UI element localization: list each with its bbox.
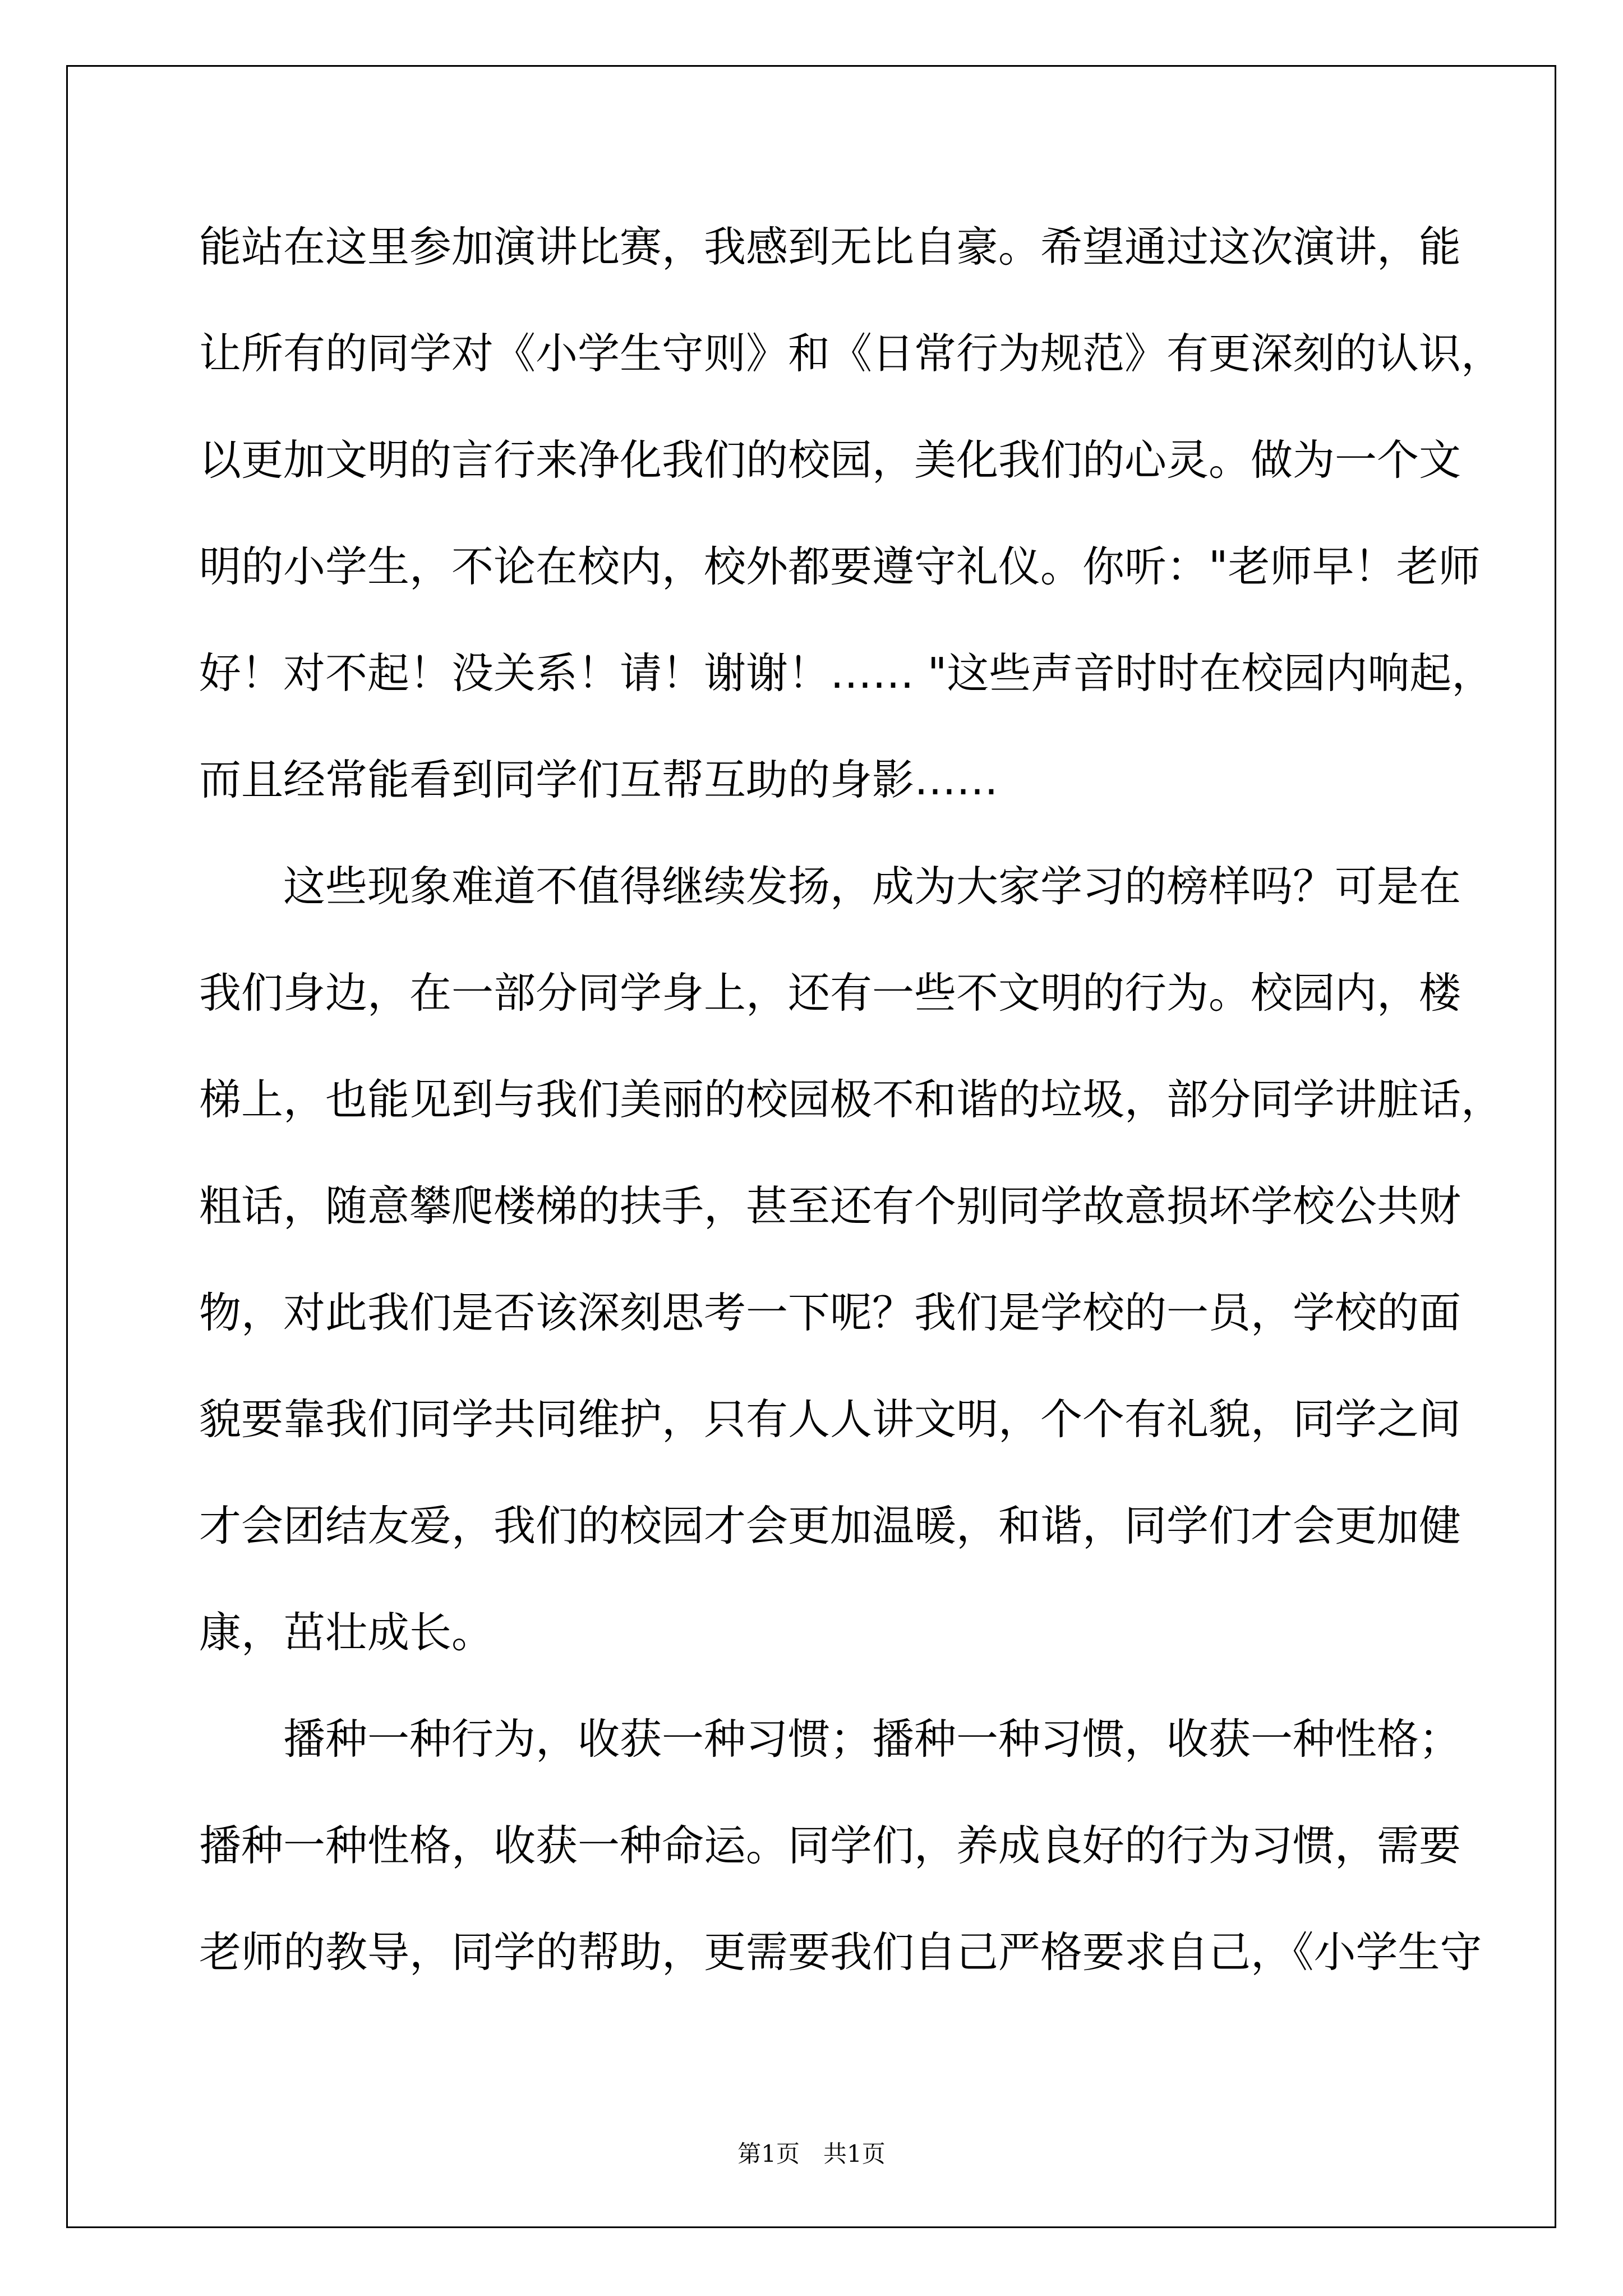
page-footer: 第1页 共1页: [737, 2140, 886, 2168]
text-line: 播种一种行为，收获一种习惯；播种一种习惯，收获一种性格；: [199, 1714, 1461, 1764]
text-line: 这些现象难道不值得继续发扬，成为大家学习的榜样吗？可是在: [199, 862, 1461, 911]
text-line: 老师的教导，同学的帮助，更需要我们自己严格要求自己，《小学生守: [199, 1927, 1482, 1977]
text-line: 物，对此我们是否该深刻思考一下呢？我们是学校的一员，学校的面: [199, 1288, 1461, 1337]
page-border: [66, 65, 1556, 2228]
text-line: 梯上，也能见到与我们美丽的校园极不和谐的垃圾，部分同学讲脏话，: [199, 1075, 1504, 1124]
text-line: 才会团结友爱，我们的校园才会更加温暖，和谐，同学们才会更加健: [199, 1501, 1461, 1550]
text-line: 康，茁壮成长。: [199, 1608, 494, 1657]
text-line: 好！对不起！没关系！请！谢谢！…… "这些声音时时在校园内响起，: [199, 648, 1494, 698]
text-line: 我们身边，在一部分同学身上，还有一些不文明的行为。校园内，楼: [199, 968, 1461, 1018]
text-line: 以更加文明的言行来净化我们的校园，美化我们的心灵。做为一个文: [199, 435, 1461, 485]
text-line: 而且经常能看到同学们互帮互助的身影……: [199, 755, 999, 804]
text-line: 让所有的同学对《小学生守则》和《日常行为规范》有更深刻的认识，: [199, 329, 1504, 378]
text-line: 貌要靠我们同学共同维护，只有人人讲文明，个个有礼貌，同学之间: [199, 1395, 1461, 1444]
text-line: 播种一种性格，收获一种命运。同学们，养成良好的行为习惯，需要: [199, 1821, 1461, 1870]
text-line: 粗话，随意攀爬楼梯的扶手，甚至还有个别同学故意损坏学校公共财: [199, 1181, 1461, 1231]
text-line: 能站在这里参加演讲比赛，我感到无比自豪。希望通过这次演讲，能: [199, 222, 1461, 272]
text-line: 明的小学生，不论在校内，校外都要遵守礼仪。你听："老师早！老师: [199, 542, 1481, 591]
